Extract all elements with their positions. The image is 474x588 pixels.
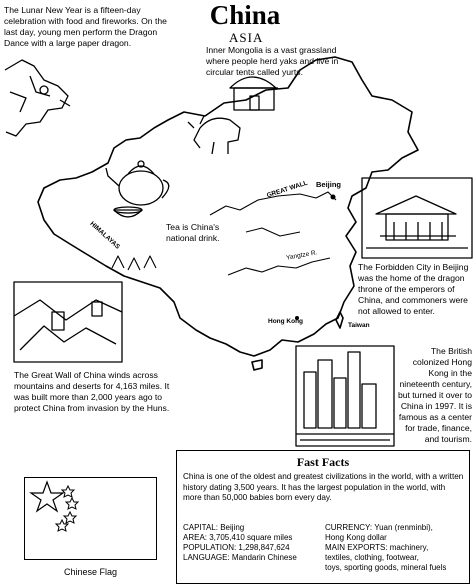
fact-area: AREA: 3,705,410 square miles <box>183 533 293 542</box>
fact-exports-cont2: toys, sporting goods, mineral fuels <box>325 563 447 572</box>
fact-currency-cont: Hong Kong dollar <box>325 533 387 542</box>
yurt-icon <box>230 77 278 110</box>
dragon-icon <box>5 60 70 136</box>
fact-language: LANGUAGE: Mandarin Chinese <box>183 553 297 562</box>
fact-population: POPULATION: 1,298,847,624 <box>183 543 290 552</box>
himalayas-label: HIMALAYAS <box>88 220 121 251</box>
chinese-flag <box>24 477 157 560</box>
fast-facts-right-list <box>325 523 471 573</box>
palace-icon <box>362 178 472 258</box>
teapot-icon <box>106 161 169 217</box>
fact-currency: CURRENCY: Yuan (renminbi), <box>325 523 433 532</box>
forbidden-city-caption: The Forbidden City in Beijing was the home of the dragon throne of the emperors of China, and commoners were not allowed to enter. <box>358 262 469 316</box>
yangtze-river <box>228 258 330 275</box>
inner-mongolia-caption: Inner Mongolia is a vast grassland where people herd yaks and live in circular tents called yurts. <box>206 45 339 77</box>
fast-facts-intro: China is one of the oldest and greatest civilizations in the world, with a written history dating 3,500 years. It has the largest population in the world, with more than 50,000 babies born every day. <box>183 472 464 502</box>
flag-caption: Chinese Flag <box>63 567 118 577</box>
page-subtitle: ASIA <box>229 30 264 45</box>
great-wall-icon <box>14 282 122 362</box>
fact-exports-cont: textiles, clothing, footwear, <box>325 553 419 562</box>
beijing-label: Beijing <box>316 180 342 189</box>
tea-caption: Tea is China's national drink. <box>166 222 220 243</box>
skyline-icon <box>296 346 394 446</box>
fast-facts-left-list <box>183 523 323 563</box>
yak-icon <box>188 116 240 154</box>
fast-facts-title: Fast Facts <box>296 455 350 469</box>
mountains-icon <box>112 256 156 270</box>
hainan-island <box>252 360 262 370</box>
hong-kong-caption: The British colonized Hong Kong in the nineteenth century, but turned it over to China in 1997. It is famous as a center for trade, finance, and tourism. <box>397 346 472 444</box>
taiwan-island <box>336 312 343 328</box>
page-title: China <box>209 0 281 30</box>
taiwan-label: Taiwan <box>348 322 370 329</box>
great-wall-caption: The Great Wall of China winds across mountains and deserts for 4,163 miles. It was built more than 2,000 years ago to protect China from invasion by the Huns. <box>14 370 170 413</box>
hong-kong-label: Hong Kong <box>268 318 304 325</box>
great-wall-map-label: GREAT WALL <box>265 179 309 200</box>
lunar-new-year-caption: The Lunar New Year is a fifteen-day celebration with food and fireworks. On the last day, young men perform the Dragon Dance with a large paper dragon. <box>4 5 167 48</box>
fact-exports: MAIN EXPORTS: machinery, <box>325 543 429 552</box>
yangtze-label: Yangtze R. <box>285 249 319 262</box>
fact-capital: CAPITAL: Beijing <box>183 523 245 532</box>
